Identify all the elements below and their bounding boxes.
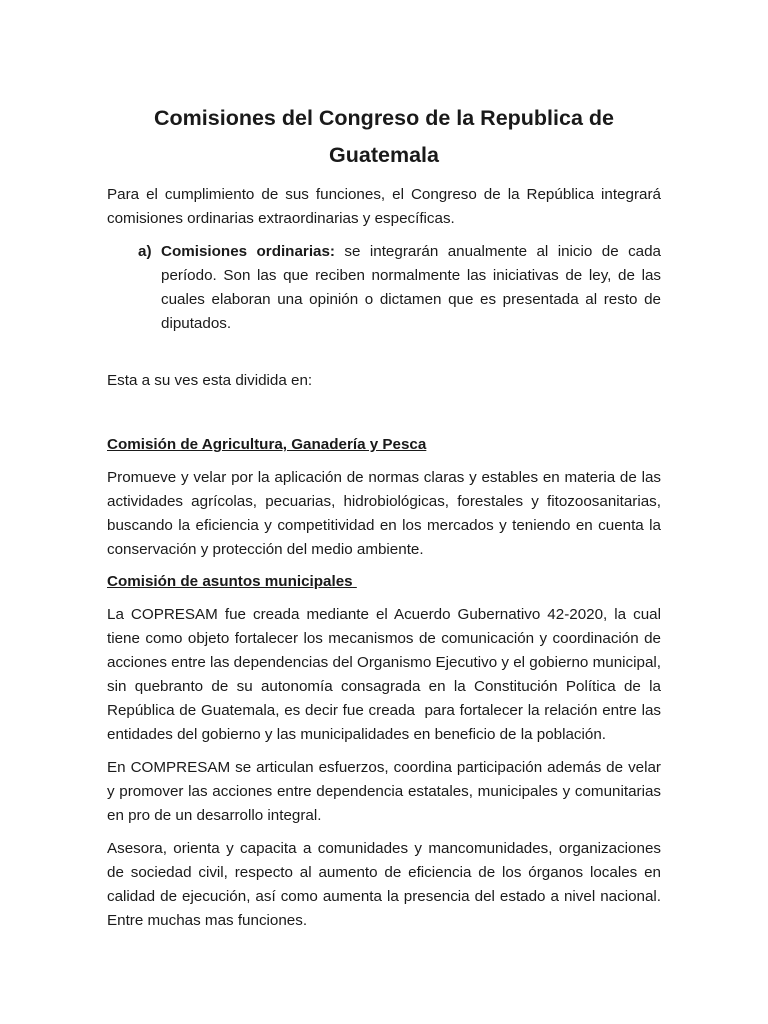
list-item-text: se integrarán anualmente al inicio de cada período. Son las que reciben normalmente las iniciativas de ley, de las cuales elaboran una opinión o dictamen que es presentada al resto de diputados. — [161, 243, 662, 332]
list-item-term: Comisiones ordinarias: — [161, 243, 335, 260]
list-item-ordinarias — [107, 240, 661, 336]
paragraph-copresam: La COPRESAM fue creada mediante el Acuerdo Gubernativo 42-2020, la cual tiene como objeto fortalecer los mecanismos de comunicación y coordinación de acciones entre las dependencias del Organismo Ejecutivo y el gobierno municipal, sin quebranto de su autonomía consagrada en la Constitución Política de la República de Guatemala, es decir fue creada para fortalecer la relación entre las entidades del gobierno y las municipalidades en beneficio de la población. — [107, 606, 666, 743]
division-intro: Esta a su ves esta dividida en: — [107, 372, 313, 389]
document-title: Comisiones del Congreso de la Republica de Guatemala — [154, 106, 614, 167]
heading-municipales: Comisión de asuntos municipales — [107, 573, 357, 590]
paragraph-asesora: Asesora, orienta y capacita a comunidades y mancomunidades, organizaciones de sociedad civil, respecto al aumento de eficiencia de los órganos locales en calidad de ejecución, así como aumenta la presencia del estado a nivel nacional. Entre muchas mas funciones. — [107, 840, 661, 929]
document-body — [107, 100, 666, 933]
paragraph-compresam: En COMPRESAM se articulan esfuerzos, coordina participación además de velar y promover las acciones entre dependencia estatales, municipales y comunitarias en pro de un desarrollo integral. — [107, 759, 661, 824]
heading-agricultura: Comisión de Agricultura, Ganadería y Pesca — [107, 436, 427, 453]
intro-paragraph: Para el cumplimiento de sus funciones, el Congreso de la República integrará comisiones ordinarias extraordinarias y específicas. — [107, 186, 661, 227]
paragraph-agricultura: Promueve y velar por la aplicación de normas claras y estables en materia de las actividades agrícolas, pecuarias, hidrobiológicas, forestales y fitozoosanitarias, buscando la eficiencia y competitividad en los mercados y teniendo en cuenta la conservación y protección del medio ambiente. — [107, 469, 661, 558]
list-marker: a) — [138, 243, 152, 260]
list-item-paragraph — [161, 240, 661, 336]
